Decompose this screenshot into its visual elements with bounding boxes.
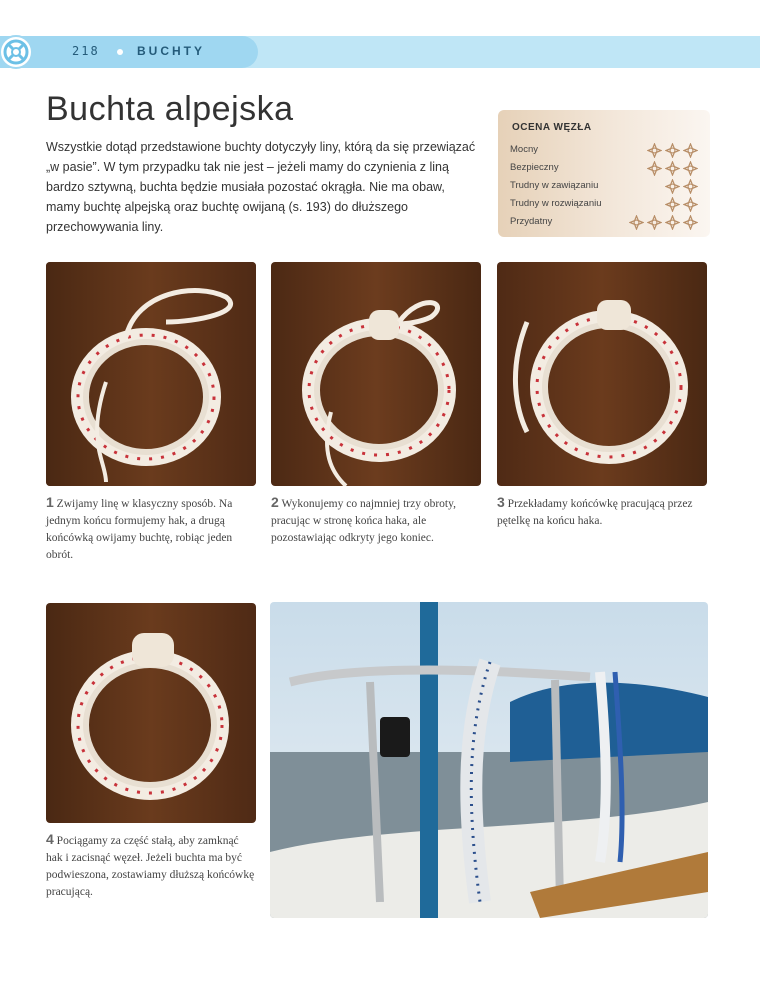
- rating-label: Mocny: [510, 144, 538, 155]
- step-text: Przekładamy końcówkę pracującą przez pętelkę na końcu haka.: [497, 498, 693, 527]
- step-number: 3: [497, 494, 505, 510]
- knot-rating-icon: [665, 161, 680, 176]
- rating-icons: [629, 143, 698, 158]
- knot-rating-icon: [683, 179, 698, 194]
- step-number: 4: [46, 831, 54, 847]
- knot-rating-icon: [665, 179, 680, 194]
- knot-rating-icon: [647, 197, 662, 212]
- step-number: 2: [271, 494, 279, 510]
- knot-rating-icon: [629, 179, 644, 194]
- rating-label: Bezpieczny: [510, 162, 559, 173]
- knot-rating-icon: [629, 215, 644, 230]
- rating-row: [510, 180, 700, 196]
- rating-label: Trudny w zawiązaniu: [510, 180, 599, 191]
- knot-rating-icon: [629, 143, 644, 158]
- intro-paragraph: Wszystkie dotąd przedstawione buchty dotyczyły liny, którą da się przewiązać „w pasie”. W tym przypadku tak nie jest – jeżeli mamy do czynienia z liną bardzo sztywną, buchta będzie musiała pozostać okrągła. Nie ma obaw, mamy buchtę alpejską oraz buchtę owijaną (s. 193) do dłuższego przechowywania liny.: [46, 140, 476, 234]
- step-1-caption: [46, 494, 256, 564]
- header-separator-dot: [117, 49, 123, 55]
- rating-label: Przydatny: [510, 216, 553, 227]
- step-text: Wykonujemy co najmniej trzy obroty, pracując w stronę końca haka, ale pozostawiając odkryty jego koniec.: [271, 498, 457, 544]
- knot-rating-icon: [683, 197, 698, 212]
- page-number: 218: [72, 44, 100, 58]
- step-1-photo: [46, 262, 256, 486]
- rating-title: OCENA WĘZŁA: [512, 122, 592, 133]
- step-3-caption: [497, 494, 707, 530]
- knot-rating-icon: [665, 215, 680, 230]
- step-text: Pociągamy za część stałą, aby zamknąć hak i zacisnąć węzeł. Jeżeli buchta ma być podwieszona, zostawiamy dłuższą końcówkę pracującą.: [46, 835, 255, 898]
- knot-rating-icon: [647, 161, 662, 176]
- step-4-caption: [46, 831, 256, 901]
- rating-icons: [629, 197, 698, 212]
- rating-icons: [629, 179, 698, 194]
- step-2-photo: [271, 262, 481, 486]
- boat-photo: [270, 602, 708, 918]
- rating-row: [510, 144, 700, 160]
- step-4-photo: [46, 603, 256, 823]
- page-title: Buchta alpejska: [46, 90, 294, 128]
- rating-row: [510, 216, 700, 232]
- step-2-caption: [271, 494, 483, 547]
- section-name: BUCHTY: [137, 44, 205, 58]
- knot-rating-icon: [683, 215, 698, 230]
- knot-rating-icon: [683, 161, 698, 176]
- step-text: Zwijamy linę w klasyczny sposób. Na jednym końcu formujemy hak, a drugą końcówką owijamy buchtę, robiąc jeden obrót.: [46, 498, 233, 561]
- rating-row: [510, 198, 700, 214]
- rating-label: Trudny w rozwiązaniu: [510, 198, 602, 209]
- knot-rating-icon: [647, 179, 662, 194]
- step-3-photo: [497, 262, 707, 486]
- knot-rating-icon: [665, 197, 680, 212]
- rating-icons: [629, 215, 698, 230]
- knot-rating-icon: [647, 215, 662, 230]
- rating-row: [510, 162, 700, 178]
- rating-icons: [629, 161, 698, 176]
- knot-rating-box: [498, 110, 710, 237]
- knot-rating-icon: [683, 143, 698, 158]
- step-number: 1: [46, 494, 54, 510]
- celtic-knot-logo-icon: [0, 31, 40, 73]
- knot-rating-icon: [665, 143, 680, 158]
- knot-rating-icon: [629, 161, 644, 176]
- knot-rating-icon: [647, 143, 662, 158]
- knot-rating-icon: [629, 197, 644, 212]
